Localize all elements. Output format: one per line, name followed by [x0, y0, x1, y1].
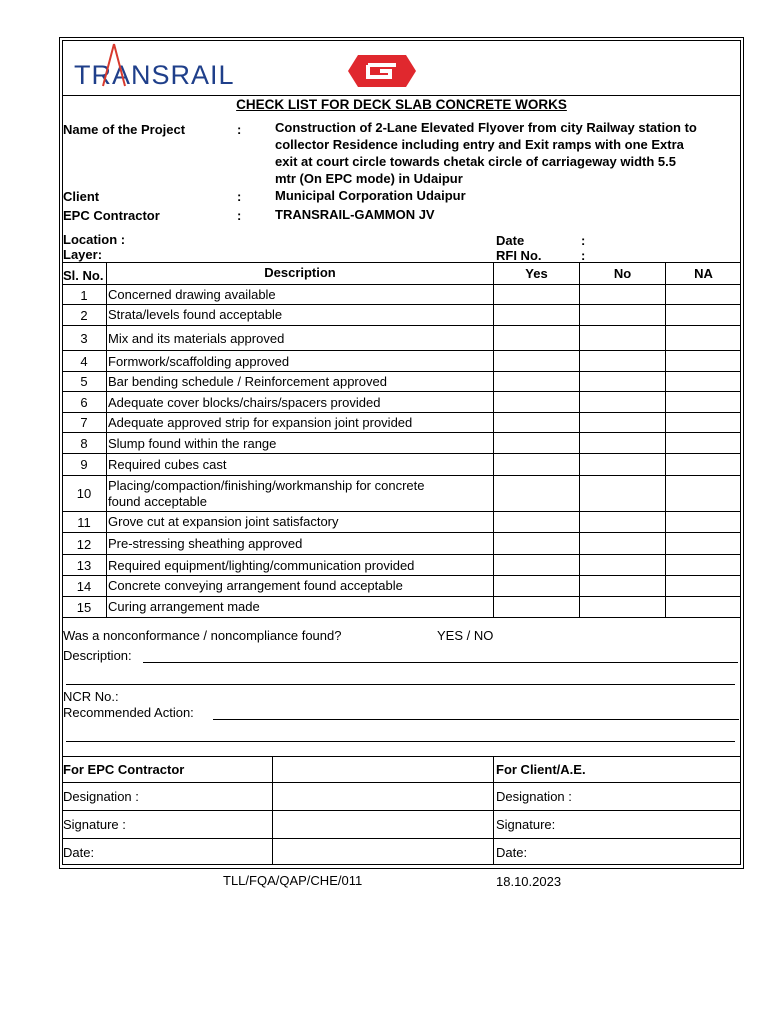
header-divider — [62, 95, 741, 96]
epc-designation-label: Designation : — [63, 789, 139, 804]
recommended-action-label: Recommended Action: — [63, 705, 194, 720]
description-label: Description: — [63, 648, 132, 663]
description-line-2[interactable] — [66, 684, 735, 685]
project-name-line-1: Construction of 2-Lane Elevated Flyover from city Railway station to — [275, 120, 697, 135]
rfi-label: RFI No. — [496, 248, 542, 263]
epc-signoff-heading: For EPC Contractor — [63, 762, 185, 777]
epc-label: EPC Contractor — [63, 208, 160, 223]
client-value: Municipal Corporation Udaipur — [275, 188, 466, 203]
rfi-colon: : — [581, 248, 586, 263]
client-signature-label: Signature: — [496, 817, 556, 832]
epc-date-label: Date: — [63, 845, 95, 860]
row-number: 5 — [80, 374, 88, 389]
client-designation-label: Designation : — [496, 789, 572, 804]
recommended-action-line[interactable] — [213, 719, 739, 720]
row-number: 12 — [76, 537, 92, 552]
row-description: Curing arrangement made — [108, 599, 260, 614]
row-number: 13 — [76, 558, 92, 573]
page-title: CHECK LIST FOR DECK SLAB CONCRETE WORKS — [236, 97, 567, 112]
row-description: Mix and its materials approved — [108, 331, 285, 346]
date-label: Date — [496, 233, 525, 248]
row-number: 3 — [80, 331, 88, 346]
transrail-logo-text: TRANSRAIL — [74, 60, 235, 90]
client-date-label: Date: — [496, 845, 528, 860]
nonconformance-question: Was a nonconformance / noncompliance found? — [63, 628, 342, 643]
row-description: Adequate cover blocks/chairs/spacers provided — [108, 395, 381, 410]
header-no: No — [613, 266, 632, 281]
row-description: Pre-stressing sheathing approved — [108, 536, 303, 551]
document-date: 18.10.2023 — [496, 874, 562, 889]
project-name-line-2: collector Residence including entry and Exit ramps with one Extra — [275, 137, 684, 152]
epc-signature-label: Signature : — [63, 817, 126, 832]
header-na: NA — [694, 266, 713, 281]
header-yes: Yes — [525, 266, 548, 281]
row-description: Formwork/scaffolding approved — [108, 354, 290, 369]
row-number: 10 — [76, 486, 92, 501]
client-colon: : — [237, 189, 242, 204]
row-number: 1 — [80, 288, 88, 303]
project-name-colon: : — [237, 122, 242, 137]
client-signoff-heading: For Client/A.E. — [496, 762, 586, 777]
row-description-cont: found acceptable — [108, 494, 208, 509]
ncr-label: NCR No.: — [63, 689, 119, 704]
row-description: Bar bending schedule / Reinforcement approved — [108, 374, 387, 389]
row-number: 15 — [76, 600, 92, 615]
row-number: 2 — [80, 308, 88, 323]
gammon-logo-icon — [346, 53, 418, 89]
header-description: Description — [264, 265, 336, 280]
row-description: Slump found within the range — [108, 436, 277, 451]
project-name-label: Name of the Project — [63, 122, 186, 137]
row-description: Placing/compaction/finishing/workmanship for concrete — [108, 478, 425, 493]
epc-value: TRANSRAIL-GAMMON JV — [275, 207, 435, 222]
row-number: 14 — [76, 579, 92, 594]
row-number: 8 — [80, 436, 88, 451]
row-number: 4 — [80, 354, 88, 369]
client-label: Client — [63, 189, 100, 204]
location-label: Location : — [63, 232, 126, 247]
date-colon: : — [581, 233, 586, 248]
header-slno: Sl. No. — [63, 268, 104, 283]
row-description: Required equipment/lighting/communication provided — [108, 558, 415, 573]
layer-label: Layer: — [63, 247, 103, 262]
row-description: Required cubes cast — [108, 457, 227, 472]
row-number: 9 — [80, 457, 88, 472]
row-description: Concerned drawing available — [108, 287, 276, 302]
logo-mast-icon — [99, 42, 129, 88]
recommended-action-line-2[interactable] — [66, 741, 735, 742]
row-number: 6 — [80, 395, 88, 410]
description-line[interactable] — [143, 662, 738, 663]
row-description: Grove cut at expansion joint satisfactory — [108, 514, 339, 529]
project-name-line-3: exit at court circle towards chetak circle of carriageway width 5.5 — [275, 154, 676, 169]
document-code: TLL/FQA/QAP/CHE/011 — [223, 873, 363, 888]
row-description: Concrete conveying arrangement found acceptable — [108, 578, 403, 593]
row-description: Strata/levels found acceptable — [108, 307, 283, 322]
row-number: 7 — [80, 415, 88, 430]
epc-colon: : — [237, 208, 242, 223]
yes-no-options[interactable]: YES / NO — [437, 628, 494, 643]
row-description: Adequate approved strip for expansion joint provided — [108, 415, 413, 430]
project-name-line-4: mtr (On EPC mode) in Udaipur — [275, 171, 463, 186]
row-number: 11 — [77, 515, 91, 530]
